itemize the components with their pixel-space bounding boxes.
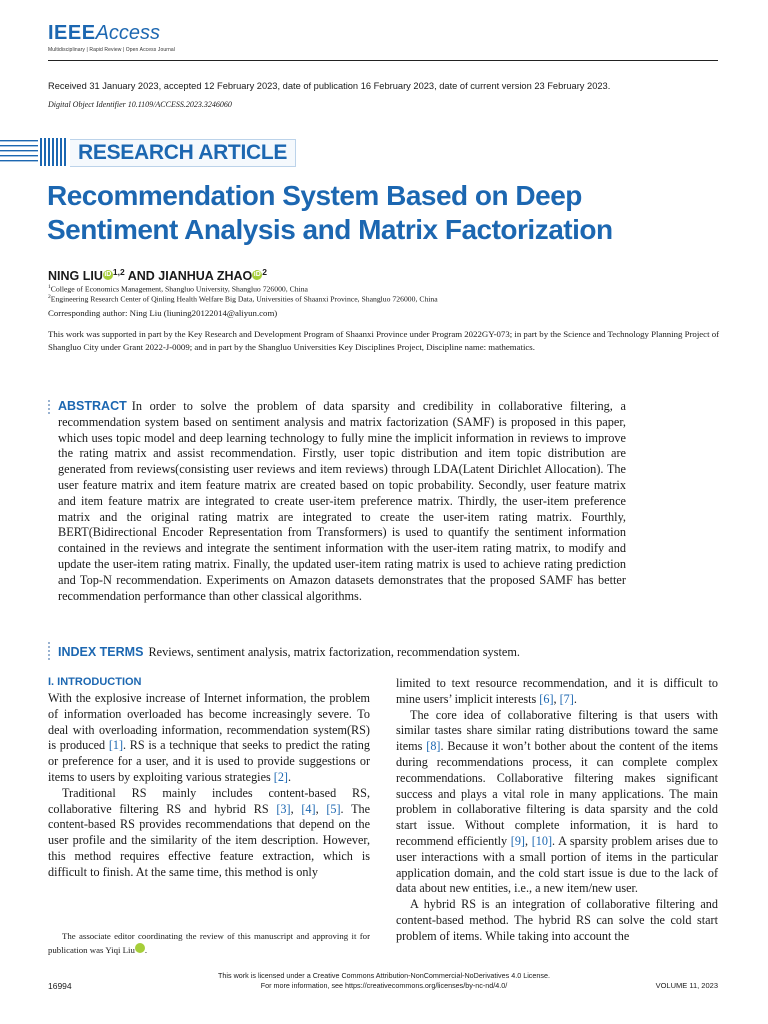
author-affiliation-sup: 1,2 <box>112 267 125 277</box>
editor-footnote: The associate editor coordinating the review of this manuscript and approving it for publication was Yiqi Liu iD. <box>48 931 370 955</box>
body-column-right <box>396 676 718 945</box>
author-name: JIANHUA ZHAO <box>158 269 253 283</box>
paper-title <box>47 179 687 247</box>
abstract <box>58 399 626 604</box>
paragraph-text: , <box>524 833 532 848</box>
abstract-label: ABSTRACT <box>58 399 127 413</box>
paragraph-text: , <box>290 801 302 816</box>
paper-title-line-2: Sentiment Analysis and Matrix Factorization <box>47 214 613 245</box>
license-line: This work is licensed under a Creative Commons Attribution-NonCommercial-NoDerivatives 4.0 License. <box>218 971 550 980</box>
paragraph-text: The core idea of collaborative filtering is that users with similar tastes share similar rating distributions toward the same items <box>396 707 718 754</box>
citation-link[interactable]: [6] <box>539 691 554 706</box>
paragraph-text: With the explosive increase of Internet information, the problem of information overloaded has become increasingly severe. To deal with overloading information, recommendation system(RS) is produced <box>48 691 370 753</box>
abstract-text: In order to solve the problem of data sparsity and credibility in collaborative filtering, a recommendation system based on sentiment analysis and matrix factorization (SAMF) is proposed in this paper, which uses topic model and deep learning technology to fully mine the implicit information in reviews to improve the rating matrix and assist recommendation. Firstly, user topic distribution and item topic distribution are generated from reviews(consisting user reviews and item reviews) through LDA(Latent Dirichlet Allocation). The user feature matrix and item feature matrix are created based on topic probability. Secondly, user feature matrix and item feature matrix are integrated to create user-item preference matrix. Thirdly, the user-item preference matrix and the original rating matrix are integrated to create the user-item rating matrix. Fourthly, BERT(Bidirectional Encoder Representation from Transformers) is used to quantify the sentiment information contained in the reviews and integrate the sentiment information with the user-item rating matrix, to modify and update the user-item rating matrix. Finally, the updated user-item rating matrix is used to achieve rating prediction and Top-N recommendation. Experiments on Amazon datasets demonstrates that the proposed SAMF has better recommendation performance than other classical algorithms. <box>58 399 626 603</box>
paragraph <box>396 676 718 708</box>
paragraph <box>48 691 370 786</box>
citation-link[interactable]: [5] <box>326 801 341 816</box>
corresponding-author: Corresponding author: Ning Liu (liuning20122014@aliyun.com) <box>48 308 278 318</box>
paragraph: A hybrid RS is an integration of collaborative filtering and content-based method. The hybrid RS can solve the cold start problem of items. While taking into account the <box>396 897 718 943</box>
paper-title-line-1: Recommendation System Based on Deep <box>47 180 582 211</box>
doi[interactable]: Digital Object Identifier 10.1109/ACCESS.2023.3246060 <box>48 100 232 109</box>
journal-name-light: Access <box>95 22 161 44</box>
author-affiliation-sup: 2 <box>262 267 267 277</box>
abstract-marker-icon <box>46 400 52 415</box>
funding-statement: This work was supported in part by the Key Research and Development Program of Shaanxi Province under Program 2022GY-073; in part by the Science and Technology Planning Project of Shangluo City under Grant 2022-J-0009; and in part by the Shangluo Universities Key Disciplines Project, Discipline name: mathematics. <box>48 329 720 352</box>
paragraph-text: . <box>573 691 577 706</box>
citation-link[interactable]: [2] <box>273 769 288 784</box>
paragraph-text: . Because it won’t bother about the content of the items during recommendations process, it can complete complex recommendations. Collaborative filtering makes significant success and plays a vital role in many applications. The main problem in collaborative filtering is data sparsity and the cold start issue. Without complete information, it is hard to recommend efficiently <box>396 739 719 848</box>
banner-stripes-icon <box>0 136 70 168</box>
orcid-icon[interactable]: iD <box>253 271 261 278</box>
citation-link[interactable]: [8] <box>426 739 441 754</box>
orcid-icon[interactable]: iD <box>104 271 112 278</box>
paragraph-text: Traditional RS mainly includes content-based RS, collaborative filtering RS and hybrid RS <box>48 785 370 816</box>
affiliation-text: Engineering Research Center of Qinling Health Welfare Big Data, Universities of Shaanxi Province, Shangluo 726000, China <box>50 294 438 304</box>
affiliation-sup: 1 <box>48 284 51 290</box>
citation-link[interactable]: [1] <box>108 738 124 753</box>
citation-link[interactable]: [10] <box>531 833 553 848</box>
index-terms <box>58 645 658 660</box>
orcid-icon[interactable]: iD <box>135 943 145 953</box>
paragraph-text: . A sparsity problem arises due to user interactions with a small portion of items in the particular application domain, and the cold start issue is due to the lack of data about new entities, i.e., a new item/new user. <box>396 833 719 896</box>
section-heading: I. INTRODUCTION <box>48 676 142 688</box>
journal-tagline: Multidisciplinary | Rapid Review | Open Access Journal <box>48 47 175 53</box>
author-list <box>48 267 267 283</box>
citation-link[interactable]: [7] <box>559 691 574 706</box>
article-type-banner <box>70 139 296 167</box>
paragraph <box>48 786 370 881</box>
article-type-label: RESEARCH ARTICLE <box>78 141 288 164</box>
index-terms-marker-icon <box>46 642 52 660</box>
body-column-left <box>48 691 370 881</box>
author-conjunction: AND <box>124 269 159 283</box>
footnote-text: The associate editor coordinating the review of this manuscript and approving it for publication was Yiqi Liu <box>48 931 370 955</box>
author-name: NING LIU <box>48 269 103 283</box>
header-divider <box>48 60 718 61</box>
citation-link[interactable]: [9] <box>510 833 525 848</box>
index-terms-label: INDEX TERMS <box>58 645 144 659</box>
journal-name-bold: IEEE <box>48 22 96 44</box>
journal-logo <box>48 22 160 45</box>
paragraph <box>396 708 718 898</box>
paragraph-text: , <box>553 691 560 706</box>
license-link[interactable]: For more information, see https://creativecommons.org/licenses/by-nc-nd/4.0/ <box>260 981 508 990</box>
page-number: 16994 <box>48 981 72 991</box>
index-terms-text: Reviews, sentiment analysis, matrix factorization, recommendation system. <box>148 645 520 659</box>
paragraph-text: . <box>288 769 292 784</box>
paragraph-text: , <box>315 801 327 816</box>
citation-link[interactable]: [3] <box>276 801 291 816</box>
received-dates: Received 31 January 2023, accepted 12 February 2023, date of publication 16 February 2023, date of current version 23 February 2023. <box>48 81 611 91</box>
paragraph-text: . The content-based RS provides recommendations that depend on the user profile and the similarity of the item description. However, this method requires effective feature extraction, which is difficult to finish. At the same time, this method is only <box>48 801 371 879</box>
paragraph-text: limited to text resource recommendation, and it is difficult to mine users’ implicit interests <box>396 676 718 706</box>
citation-link[interactable]: [4] <box>301 801 316 816</box>
affiliation <box>48 284 308 294</box>
affiliation <box>48 294 438 304</box>
volume-info: VOLUME 11, 2023 <box>655 981 718 990</box>
affiliation-text: College of Economics Management, Shangluo University, Shangluo 726000, China <box>50 284 308 294</box>
paragraph-text: . RS is a technique that seeks to predict the rating or preference for a user, and it is used to provide suggestions or items to users by exploiting various strategies <box>48 738 370 784</box>
affiliation-sup: 2 <box>48 294 51 300</box>
